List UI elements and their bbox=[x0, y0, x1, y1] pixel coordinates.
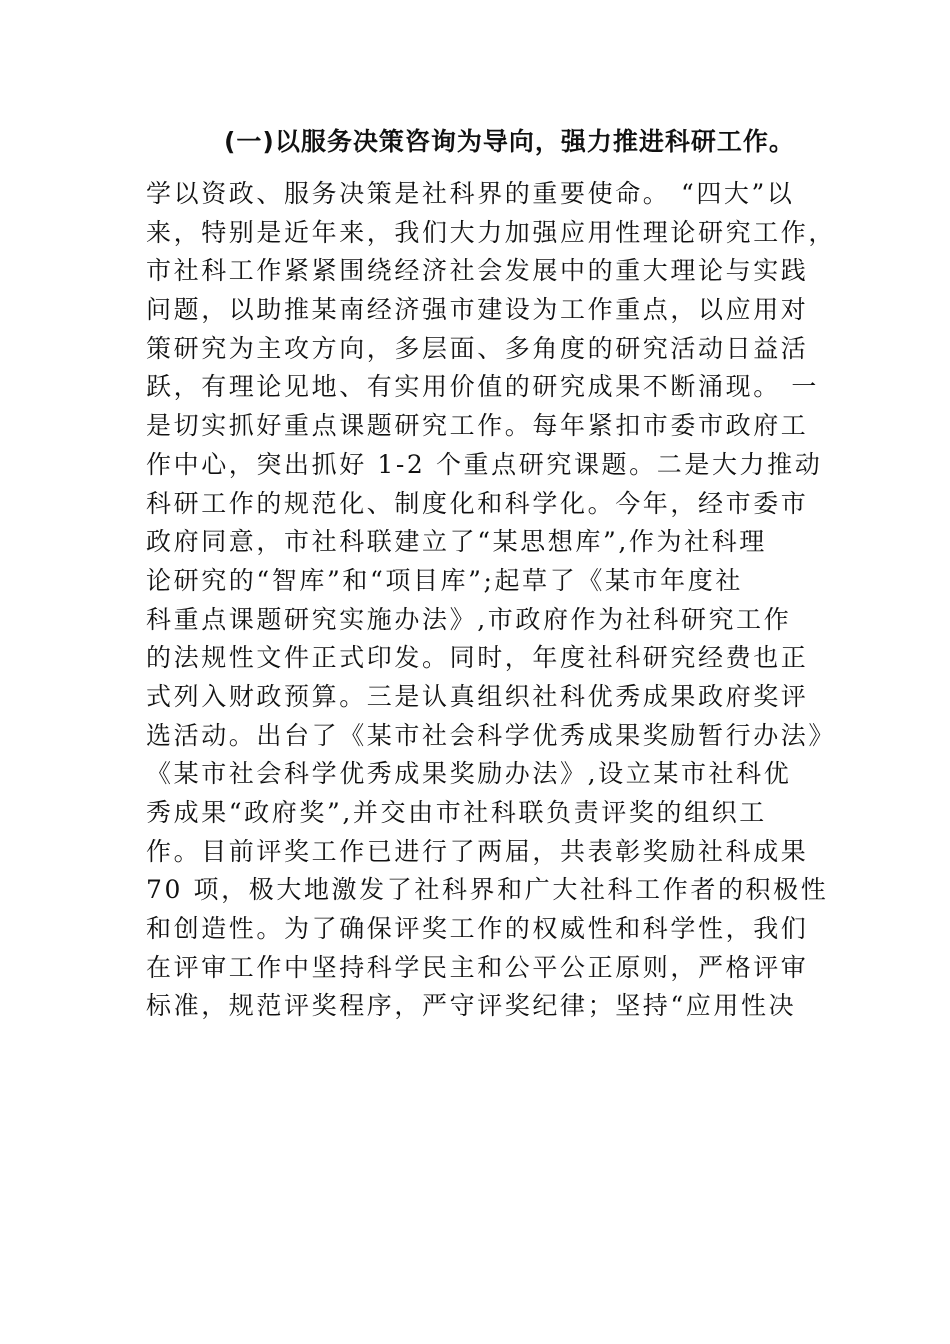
text-line: 学以资政、服务决策是社科界的重要使命。 “四大”以 bbox=[146, 179, 795, 208]
text-line: 科研工作的规范化、制度化和科学化。今年，经市委市 bbox=[146, 488, 809, 518]
text-line: 作。目前评奖工作已进行了两届，共表彰奖励社科成果 bbox=[146, 836, 809, 866]
text-line: 来，特别是近年来，我们大力加强应用性理论研究工作， bbox=[146, 217, 837, 247]
text-line: 的法规性文件正式印发。同时，年度社科研究经费也正 bbox=[146, 643, 809, 673]
text-line: 标准，规范评奖程序，严守评奖纪律；坚持“应用性决 bbox=[146, 991, 797, 1021]
text-line: 《某市社会科学优秀成果奖励办法》,设立某市社科优 bbox=[146, 759, 792, 789]
text-line: 是切实抓好重点课题研究工作。每年紧扣市委市政府工 bbox=[146, 411, 809, 441]
text-line: 秀成果“政府奖”,并交由市社科联负责评奖的组织工 bbox=[146, 798, 767, 827]
text-line: 市社科工作紧紧围绕经济社会发展中的重大理论与实践 bbox=[146, 256, 809, 286]
text-line: 在评审工作中坚持科学民主和公平公正原则，严格评审 bbox=[146, 952, 809, 982]
text-line: 和创造性。为了确保评奖工作的权威性和科学性，我们 bbox=[146, 914, 809, 944]
text-line: 选活动。出台了《某市社会科学优秀成果奖励暂行办法》 bbox=[146, 720, 837, 750]
text-line: 政府同意，市社科联建立了“某思想库”,作为社科理 bbox=[146, 527, 767, 557]
text-line: 策研究为主攻方向，多层面、多角度的研究活动日益活 bbox=[146, 333, 809, 363]
text-line: 作中心，突出抓好 1-2 个重点研究课题。二是大力推动 bbox=[146, 449, 823, 479]
text-line: 式列入财政预算。三是认真组织社科优秀成果政府奖评 bbox=[146, 681, 809, 711]
body-text bbox=[146, 175, 837, 1026]
text-line: 70 项，极大地激发了社科界和广大社科工作者的积极性 bbox=[146, 875, 829, 905]
section-heading: (一)以服务决策咨询为导向，强力推进科研工作。 bbox=[224, 127, 795, 156]
text-line: 问题，以助推某南经济强市建设为工作重点，以应用对 bbox=[146, 295, 809, 325]
text-line: 跃，有理论见地、有实用价值的研究成果不断涌现。 一 bbox=[146, 372, 819, 402]
text-line: 科重点课题研究实施办法》,市政府作为社科研究工作 bbox=[146, 604, 792, 634]
text-line: 论研究的“智库”和“项目库”;起草了《某市年度社 bbox=[146, 565, 743, 595]
